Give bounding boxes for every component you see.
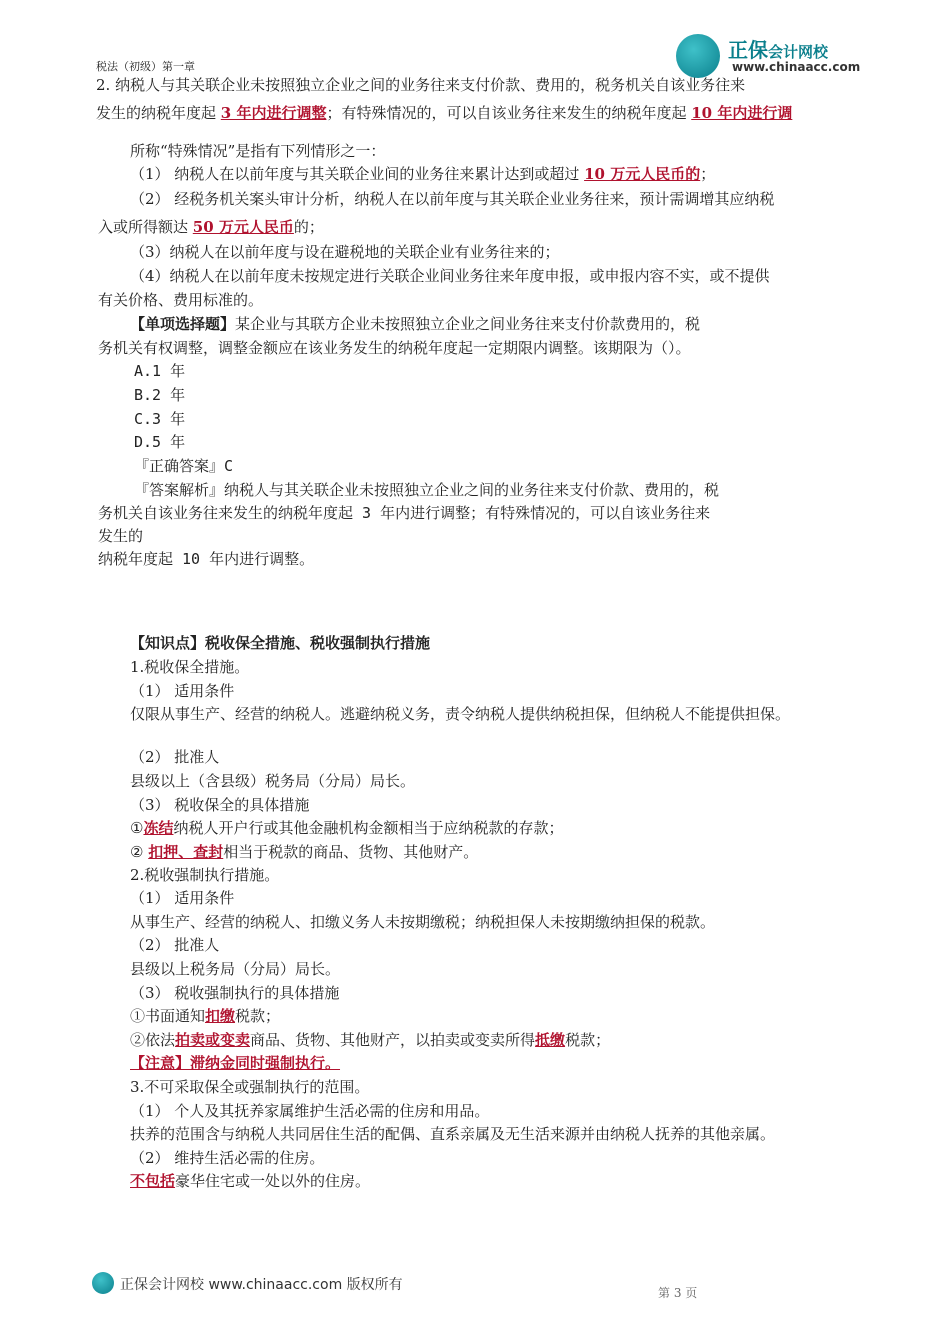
clipped-line-1: 2. 纳税人与其关联企业未按照独立企业之间的业务往来支付价款、费用的，税务机关自该业务往来 (96, 76, 746, 94)
section-1-1-text: 仅限从事生产、经营的纳税人。逃避纳税义务，责令纳税人提供纳税担保，但纳税人不能提供担保。 (130, 705, 791, 723)
knowledge-title: 【知识点】税收保全措施、税收强制执行措施 (130, 634, 431, 652)
analysis-line-3: 发生的 (98, 527, 144, 545)
page-number: 第 3 页 (658, 1286, 698, 1300)
measure-1: ①冻结纳税人开户行或其他金融机构金额相当于应纳税款的存款； (130, 819, 564, 837)
section-3-1-heading: （1） 个人及其抚养家属维护生活必需的住房和用品。 (130, 1102, 490, 1120)
section-3-1-text: 扶养的范围含与纳税人共同居住生活的配偶、直系亲属及无生活来源并由纳税人抚养的其他亲属。 (130, 1125, 776, 1143)
analysis-line-4: 纳税年度起 10 年内进行调整。 (98, 550, 315, 568)
section-1-2-text: 县级以上（含县级）税务局（分局）局长。 (130, 772, 416, 790)
question-stem-cont: 务机关有权调整，调整金额应在该业务发生的纳税年度起一定期限内调整。该期限为（）。 (98, 339, 691, 357)
special-item-2-clipped: （2） 经税务机关案头审计分析，纳税人在以前年度与其关联企业业务往来，预计需调增其应纳税 (130, 190, 775, 208)
section-1-1-heading: （1） 适用条件 (130, 682, 235, 700)
special-item-4-cont: 有关价格、费用标准的。 (98, 291, 264, 309)
enforce-2: ②依法拍卖或变卖商品、货物、其他财产，以拍卖或变卖所得抵缴税款； (130, 1031, 611, 1049)
section-2-heading: 2.税收强制执行措施。 (130, 866, 280, 884)
option-c: C.3 年 (134, 410, 186, 428)
measure-2: ② 扣押、查封相当于税款的商品、货物、其他财产。 (130, 843, 479, 861)
special-item-2-cont: 入或所得额达 50 万元人民币的； (98, 218, 324, 236)
section-3-heading: 3.不可采取保全或强制执行的范围。 (130, 1078, 370, 1096)
logo-url: www.chinaacc.com (732, 60, 861, 74)
header-fragment: 税法（初级）第一章 (96, 60, 195, 73)
analysis-line-2: 务机关自该业务往来发生的纳税年度起 3 年内进行调整；有特殊情况的，可以自该业务往来 (98, 504, 711, 522)
section-2-3-heading: （3） 税收强制执行的具体措施 (130, 984, 340, 1002)
logo-emblem-icon (676, 34, 720, 78)
correct-answer: 『正确答案』C (134, 457, 234, 475)
clipped-line-2: 发生的纳税年度起 3 年内进行调整；有特殊情况的，可以自该业务往来发生的纳税年度起 10 年内进行调 (96, 104, 793, 122)
section-3-2-heading: （2） 维持生活必需的住房。 (130, 1149, 325, 1167)
question-stem: 【单项选择题】某企业与其联方企业未按照独立企业之间业务往来支付价款费用的，税 (130, 315, 701, 333)
section-2-1-heading: （1） 适用条件 (130, 889, 235, 907)
logo-title: 正保会计网校 (728, 38, 829, 62)
footer-logo-icon (92, 1272, 114, 1294)
section-1-2-heading: （2） 批准人 (130, 748, 220, 766)
note: 【注意】滞纳金同时强制执行。 (130, 1054, 341, 1072)
special-item-3: （3）纳税人在以前年度与设在避税地的关联企业有业务往来的； (130, 243, 560, 261)
special-item-1: （1） 纳税人在以前年度与其关联企业间的业务往来累计达到或超过 10 万元人民币的； (130, 165, 716, 183)
section-2-1-text: 从事生产、经营的纳税人、扣缴义务人未按期缴税；纳税担保人未按期缴纳担保的税款。 (130, 913, 716, 931)
footer-copyright: 正保会计网校 www.chinaacc.com 版权所有 (120, 1277, 403, 1293)
section-1-3-heading: （3） 税收保全的具体措施 (130, 796, 310, 814)
analysis-line-1: 『答案解析』纳税人与其关联企业未按照独立企业之间的业务往来支付价款、费用的，税 (134, 481, 720, 499)
section-2-2-heading: （2） 批准人 (130, 936, 220, 954)
section-2-2-text: 县级以上税务局（分局）局长。 (130, 960, 341, 978)
option-d: D.5 年 (134, 433, 186, 451)
option-a: A.1 年 (134, 362, 186, 380)
special-item-4: （4）纳税人在以前年度未按规定进行关联企业间业务往来年度申报，或申报内容不实，或不提供 (130, 267, 770, 285)
section-3-2-text: 不包括豪华住宅或一处以外的住房。 (130, 1172, 371, 1190)
option-b: B.2 年 (134, 386, 186, 404)
section-1-heading: 1.税收保全措施。 (130, 658, 250, 676)
special-intro: 所称“特殊情况”是指有下列情形之一： (130, 142, 386, 160)
enforce-1: ①书面通知扣缴税款； (130, 1007, 281, 1025)
